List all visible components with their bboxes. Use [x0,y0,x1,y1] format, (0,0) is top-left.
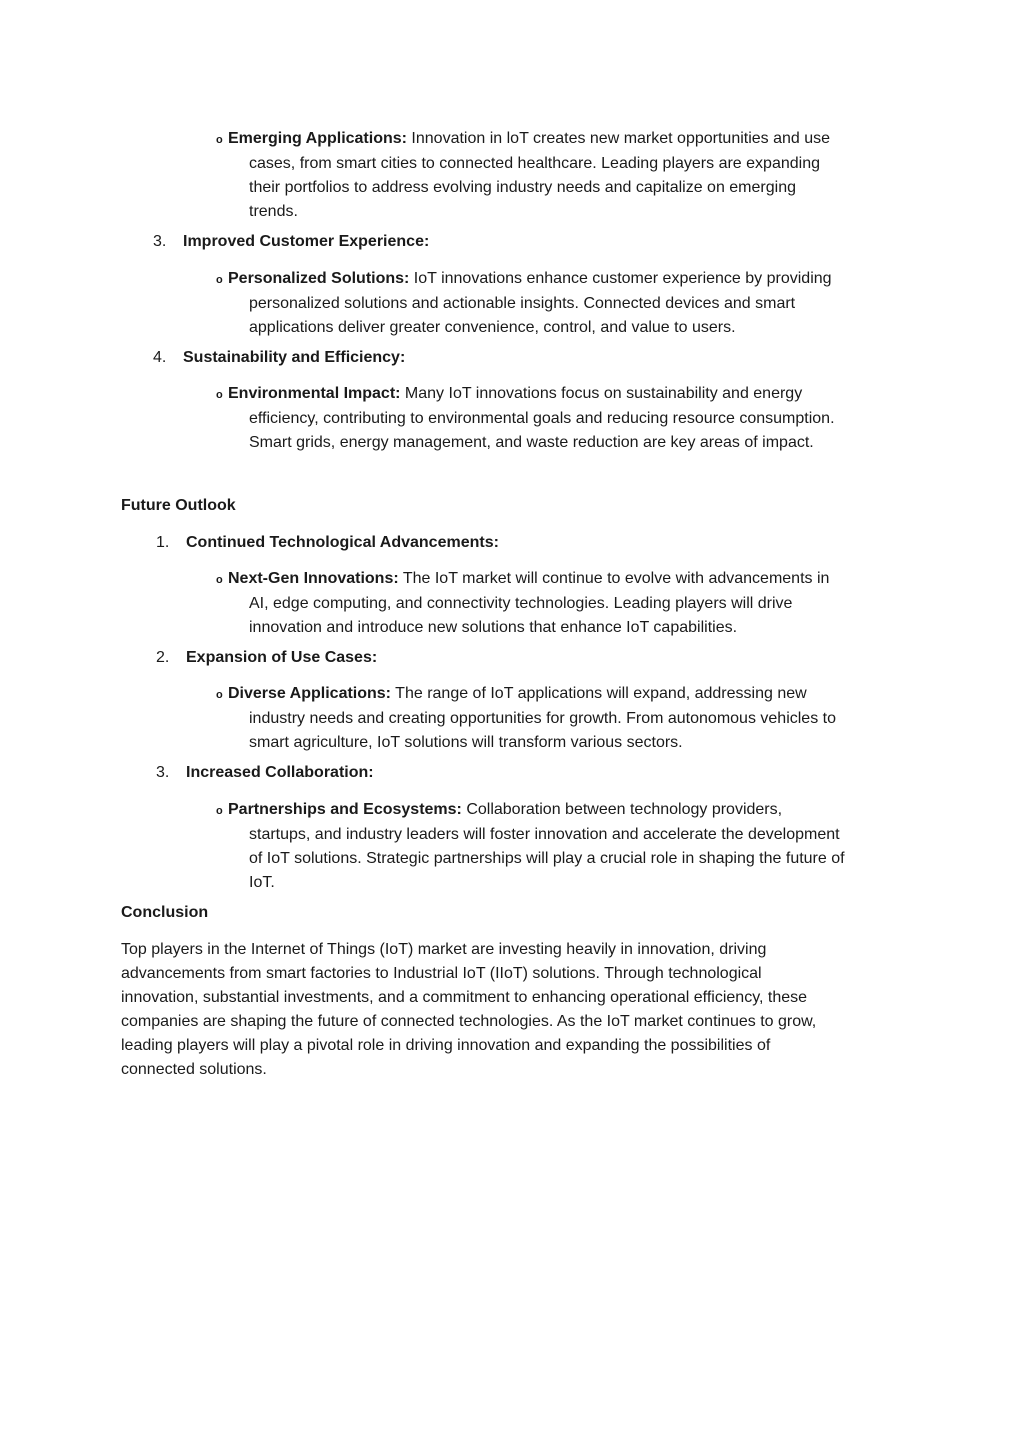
sub-bullet-text: of IoT solutions. Strategic partnerships will play a crucial role in shaping the future of [249,850,845,867]
bullet-marker: o [216,274,223,286]
item-number: 4. [153,349,167,366]
paragraph-line: connected solutions. [121,1061,267,1078]
sub-bullet-text: startups, and industry leaders will foster innovation and accelerate the development [249,826,840,843]
sub-bullet-text: smart agriculture, IoT solutions will transform various sectors. [249,734,683,751]
paragraph-line: companies are shaping the future of connected technologies. As the IoT market continues to grow, [121,1013,817,1030]
sub-bullet-text: IoT innovations enhance customer experience by providing [409,270,832,287]
sub-bullet-text: efficiency, contributing to environmental goals and reducing resource consumption. [249,410,835,427]
sub-bullet-diverse-applications [216,682,906,755]
sub-bullet-text: Innovation in loT creates new market opportunities and use [406,130,831,147]
item-label: Continued Technological Advancements: [186,534,499,551]
item-number: 2. [156,649,170,666]
sub-bullet-title: Personalized Solutions: [228,270,410,287]
sub-bullet-partnerships-ecosystems [216,798,906,895]
sub-bullet-text: Smart grids, energy management, and waste reduction are key areas of impact. [249,434,814,451]
bullet-marker: o [216,134,223,146]
sub-bullet-text: industry needs and creating opportunities for growth. From autonomous vehicles to [249,710,836,727]
bullet-marker: o [216,574,223,586]
sub-bullet-title: Environmental Impact: [228,385,401,402]
paragraph-line: innovation, substantial investments, and a commitment to enhancing operational efficiency, these [121,989,808,1006]
numbered-item-expansion-use-cases [156,646,377,670]
sub-bullet-text: Collaboration between technology providers, [461,801,783,818]
sub-bullet-environmental-impact [216,382,906,455]
sub-bullet-text: trends. [249,203,298,220]
section-heading-conclusion: Conclusion [121,904,209,921]
sub-bullet-next-gen-innovations [216,567,906,640]
bullet-marker: o [216,689,223,701]
paragraph-line: leading players will play a pivotal role in driving innovation and expanding the possibilities of [121,1037,771,1054]
item-label: Increased Collaboration: [186,764,374,781]
sub-bullet-text: The IoT market will continue to evolve with advancements in [398,570,830,587]
sub-bullet-text: applications deliver greater convenience, control, and value to users. [249,319,736,336]
numbered-item-improved-customer-experience [153,230,429,254]
numbered-item-increased-collaboration [156,761,374,785]
item-label: Improved Customer Experience: [183,233,430,250]
sub-bullet-text: cases, from smart cities to connected healthcare. Leading players are expanding [249,155,820,172]
sub-bullet-text: their portfolios to address evolving industry needs and capitalize on emerging [249,179,796,196]
sub-bullet-text: IoT. [249,874,275,891]
bullet-marker: o [216,805,223,817]
item-label: Expansion of Use Cases: [186,649,378,666]
sub-bullet-title: Emerging Applications: [228,130,407,147]
bullet-marker: o [216,389,223,401]
sub-bullet-title: Diverse Applications: [228,685,392,702]
item-number: 3. [156,764,170,781]
numbered-item-continued-tech-advancements [156,531,499,555]
item-number: 3. [153,233,167,250]
sub-bullet-text: Many IoT innovations focus on sustainability and energy [400,385,803,402]
sub-bullet-text: The range of IoT applications will expand, addressing new [391,685,807,702]
paragraph-line: advancements from smart factories to Industrial IoT (IIoT) solutions. Through technological [121,965,762,982]
sub-bullet-title: Partnerships and Ecosystems: [228,801,462,818]
section-heading-future-outlook: Future Outlook [121,497,236,514]
sub-bullet-text: personalized solutions and actionable insights. Connected devices and smart [249,295,796,312]
sub-bullet-title: Next-Gen Innovations: [228,570,399,587]
sub-bullet-text: AI, edge computing, and connectivity technologies. Leading players will drive [249,595,793,612]
item-number: 1. [156,534,170,551]
sub-bullet-emerging-applications [216,127,906,224]
conclusion-paragraph [121,938,921,1082]
sub-bullet-personalized-solutions [216,267,906,340]
sub-bullet-text: innovation and introduce new solutions that enhance IoT capabilities. [249,619,738,636]
numbered-item-sustainability-efficiency [153,346,405,370]
paragraph-line: Top players in the Internet of Things (IoT) market are investing heavily in innovation, driving [121,941,767,958]
item-label: Sustainability and Efficiency: [183,349,406,366]
